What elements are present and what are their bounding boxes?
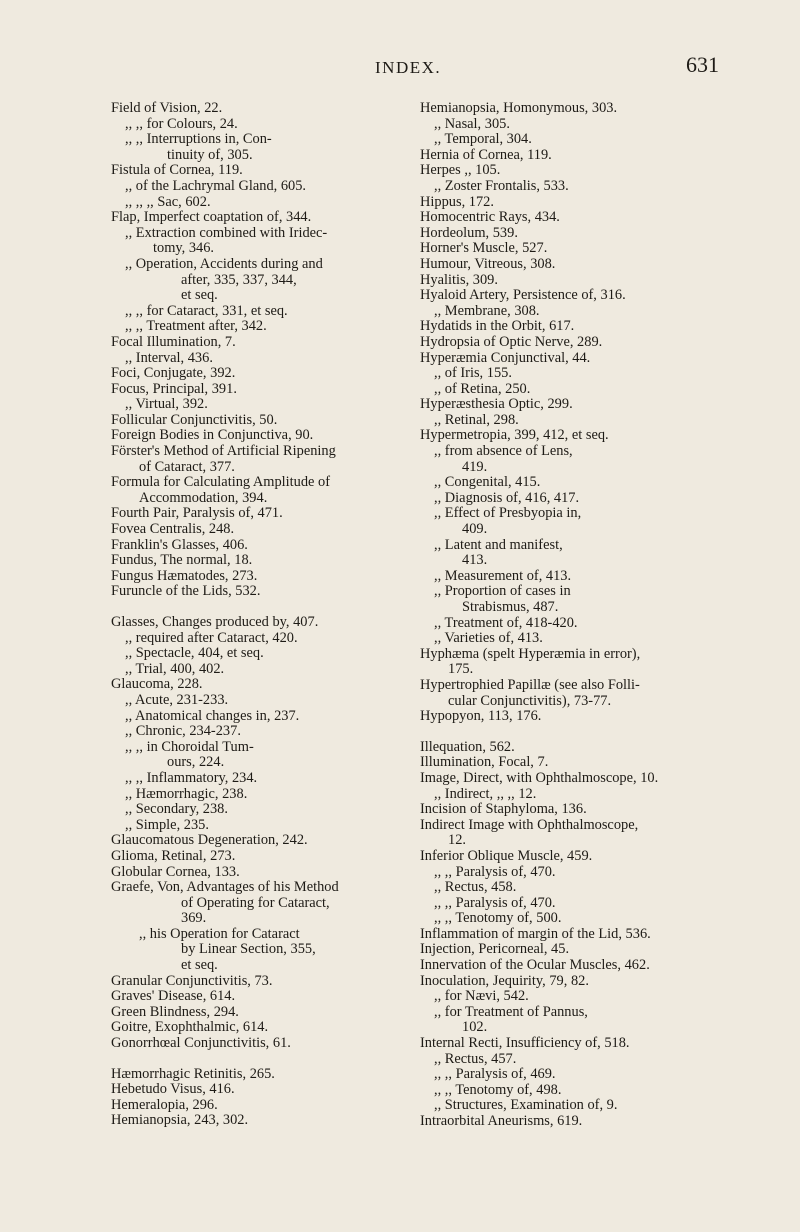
index-entry: ,, Indirect, ,, ,, 12. (434, 785, 537, 802)
index-entry: Graefe, Von, Advantages of his Method (111, 879, 339, 896)
running-title: INDEX. (375, 58, 442, 77)
index-entry: Inoculation, Jequirity, 79, 82. (420, 972, 589, 989)
index-entry: Flap, Imperfect coaptation of, 344. (111, 209, 312, 226)
index-entry: ,, Temporal, 304. (434, 131, 532, 148)
index-entry: Hemianopsia, Homonymous, 303. (420, 100, 618, 116)
index-entry: ,, Anatomical changes in, 237. (125, 707, 300, 724)
index-entry: Globular Cornea, 133. (111, 863, 240, 880)
index-entry: Hypertrophied Papillæ (see also Folli- (420, 676, 640, 693)
index-entry: Hyaloid Artery, Persistence of, 316. (420, 287, 626, 304)
index-entry: Humour, Vitreous, 308. (420, 255, 556, 272)
index-entry: ,, of Iris, 155. (434, 365, 512, 382)
index-entry: ,, Secondary, 238. (125, 801, 228, 818)
section-gap (111, 600, 401, 615)
index-entry: Graves' Disease, 614. (111, 988, 236, 1005)
index-entry: ,, Rectus, 457. (434, 1050, 517, 1067)
index-entry: Fourth Pair, Paralysis of, 471. (111, 505, 283, 522)
index-entry: ,, Measurement of, 413. (434, 567, 572, 584)
index-entry: ,, ,, for Colours, 24. (125, 115, 238, 132)
index-entry: Illequation, 562. (420, 738, 515, 755)
index-entry: ,, Proportion of cases in (434, 583, 571, 600)
index-entry: Incision of Staphyloma, 136. (420, 801, 587, 818)
index-entry: ,, Hæmorrhagic, 238. (125, 785, 248, 802)
index-entry: ,, Diagnosis of, 416, 417. (434, 489, 580, 506)
index-entry: of Operating for Cataract, (181, 894, 330, 911)
index-column-left (111, 101, 401, 1129)
index-entry: Herpes ,, 105. (420, 162, 501, 179)
section-gap (111, 1052, 401, 1067)
index-entry: Hemianopsia, 243, 302. (111, 1112, 249, 1129)
index-entry: Hæmorrhagic Retinitis, 265. (111, 1065, 275, 1082)
index-entry: Field of Vision, 22. (111, 100, 223, 116)
index-entry: ,, ,, Tenotomy of, 500. (434, 910, 562, 927)
index-entry: ,, ,, for Cataract, 331, et seq. (125, 302, 288, 319)
index-entry: cular Conjunctivitis), 73-77. (448, 692, 612, 709)
index-entry: ,, ,, Tenotomy of, 498. (434, 1081, 562, 1098)
index-entry: ,, for Nævi, 542. (434, 988, 529, 1005)
index-entry: ,, ,, Paralysis of, 470. (434, 894, 556, 911)
index-entry: ,, Congenital, 415. (434, 474, 541, 491)
index-entry: ,, ,, Paralysis of, 470. (434, 863, 556, 880)
index-entry: ,, Acute, 231-233. (125, 691, 229, 708)
index-entry: 413. (462, 552, 488, 569)
index-entry: Hyphæma (spelt Hyperæmia in error), (420, 645, 641, 662)
index-entry: ,, for Treatment of Pannus, (434, 1003, 588, 1020)
index-entry: ours, 224. (167, 754, 225, 771)
index-entry: Intraorbital Aneurisms, 619. (420, 1113, 583, 1129)
index-entry: 419. (462, 458, 488, 475)
index-entry: ,, ,, in Choroidal Tum- (125, 738, 254, 755)
index-entry: Hippus, 172. (420, 193, 494, 210)
index-entry: tinuity of, 305. (167, 146, 253, 163)
index-entry: ,, Simple, 235. (125, 816, 209, 833)
index-entry: Accommodation, 394. (139, 489, 268, 506)
index-entry: ,, from absence of Lens, (434, 443, 573, 460)
index-entry: Follicular Conjunctivitis, 50. (111, 411, 278, 428)
index-entry: Förster's Method of Artificial Ripening (111, 443, 336, 460)
index-entry: ,, Retinal, 298. (434, 411, 519, 428)
index-entry: ,, Latent and manifest, (434, 536, 563, 553)
index-entry: ,, Spectacle, 404, et seq. (125, 645, 264, 662)
index-entry: ,, Effect of Presbyopia in, (434, 505, 582, 522)
index-entry: Hydropsia of Optic Nerve, 289. (420, 333, 603, 350)
index-entry: ,, Zoster Frontalis, 533. (434, 177, 569, 194)
index-entry: 369. (181, 910, 207, 927)
index-entry: Foreign Bodies in Conjunctiva, 90. (111, 427, 314, 444)
index-entry: ,, ,, ,, Sac, 602. (125, 193, 211, 210)
index-entry: ,, Structures, Examination of, 9. (434, 1097, 618, 1114)
index-entry: et seq. (181, 957, 218, 974)
index-entry: ,, Virtual, 392. (125, 396, 208, 413)
index-entry: Furuncle of the Lids, 532. (111, 583, 261, 600)
index-entry: Homocentric Rays, 434. (420, 209, 560, 226)
index-entry: Fungus Hæmatodes, 273. (111, 567, 258, 584)
index-entry: Gonorrhœal Conjunctivitis, 61. (111, 1035, 291, 1052)
index-entry: Fistula of Cornea, 119. (111, 162, 243, 179)
page-header (0, 52, 800, 86)
index-entry: Hemeralopia, 296. (111, 1096, 218, 1113)
index-entry: Franklin's Glasses, 406. (111, 536, 248, 553)
index-entry: ,, Trial, 400, 402. (125, 660, 225, 677)
index-entry: Formula for Calculating Amplitude of (111, 474, 331, 491)
index-entry: 409. (462, 521, 488, 538)
index-entry: Hypopyon, 113, 176. (420, 708, 542, 725)
index-entry: ,, ,, Interruptions in, Con- (125, 131, 272, 148)
index-entry: Focus, Principal, 391. (111, 380, 237, 397)
index-column-right (420, 101, 710, 1130)
index-entry: 102. (462, 1019, 488, 1036)
index-entry: Hernia of Cornea, 119. (420, 146, 552, 163)
index-entry: ,, Extraction combined with Iridec- (125, 224, 328, 241)
index-entry: Hydatids in the Orbit, 617. (420, 318, 575, 335)
index-entry: Inferior Oblique Muscle, 459. (420, 847, 593, 864)
index-entry: after, 335, 337, 344, (181, 271, 297, 288)
index-entry: Image, Direct, with Ophthalmoscope, 10. (420, 769, 659, 786)
index-entry: ,, Membrane, 308. (434, 302, 540, 319)
index-entry: Illumination, Focal, 7. (420, 754, 549, 771)
index-entry: ,, ,, Inflammatory, 234. (125, 769, 258, 786)
index-entry: Fovea Centralis, 248. (111, 521, 235, 538)
index-entry: et seq. (181, 287, 218, 304)
index-entry: by Linear Section, 355, (181, 941, 316, 958)
index-entry: ,, of the Lachrymal Gland, 605. (125, 177, 307, 194)
index-entry: Foci, Conjugate, 392. (111, 365, 236, 382)
index-entry: ,, ,, Paralysis of, 469. (434, 1066, 556, 1083)
index-entry: Horner's Muscle, 527. (420, 240, 548, 257)
index-entry: Internal Recti, Insufficiency of, 518. (420, 1035, 630, 1052)
index-entry: Glaucomatous Degeneration, 242. (111, 832, 308, 849)
index-entry: Inflammation of margin of the Lid, 536. (420, 925, 651, 942)
index-entry: Fundus, The normal, 18. (111, 552, 253, 569)
index-entry: ,, Nasal, 305. (434, 115, 510, 132)
index-entry: ,, Operation, Accidents during and (125, 255, 323, 272)
index-entry: Glasses, Changes produced by, 407. (111, 614, 319, 630)
index-entry: Glioma, Retinal, 273. (111, 847, 236, 864)
index-entry: Hordeolum, 539. (420, 224, 518, 241)
index-entry: Hypermetropia, 399, 412, et seq. (420, 427, 609, 444)
index-entry: ,, his Operation for Cataract (139, 925, 300, 942)
index-entry: Glaucoma, 228. (111, 676, 203, 693)
index-entry: ,, Interval, 436. (125, 349, 213, 366)
index-entry: Goitre, Exophthalmic, 614. (111, 1019, 269, 1036)
index-entry: ,, required after Cataract, 420. (125, 629, 298, 646)
index-entry: 175. (448, 661, 474, 678)
index-entry: tomy, 346. (153, 240, 215, 257)
index-entry: Hebetudo Visus, 416. (111, 1081, 235, 1098)
index-entry: Hyperæmia Conjunctival, 44. (420, 349, 591, 366)
index-entry: Hyperæsthesia Optic, 299. (420, 396, 573, 413)
index-entry: ,, Rectus, 458. (434, 879, 517, 896)
index-entry: ,, ,, Treatment after, 342. (125, 318, 267, 335)
index-entry: Indirect Image with Ophthalmoscope, (420, 816, 639, 833)
index-entry: of Cataract, 377. (139, 458, 235, 475)
index-entry: ,, of Retina, 250. (434, 380, 531, 397)
section-gap (420, 725, 710, 740)
index-entry: Green Blindness, 294. (111, 1003, 239, 1020)
index-entry: Strabismus, 487. (462, 599, 559, 615)
index-entry: Injection, Pericorneal, 45. (420, 941, 570, 958)
index-entry: ,, Varieties of, 413. (434, 630, 543, 647)
index-entry: ,, Treatment of, 418-420. (434, 614, 578, 631)
index-entry: 12. (448, 832, 466, 849)
index-entry: Focal Illumination, 7. (111, 333, 236, 350)
index-entry: ,, Chronic, 234-237. (125, 723, 241, 740)
index-entry: Hyalitis, 309. (420, 271, 498, 288)
index-entry: Innervation of the Ocular Muscles, 462. (420, 957, 650, 974)
index-entry: Granular Conjunctivitis, 73. (111, 972, 273, 989)
page-number: 631 (686, 52, 719, 77)
